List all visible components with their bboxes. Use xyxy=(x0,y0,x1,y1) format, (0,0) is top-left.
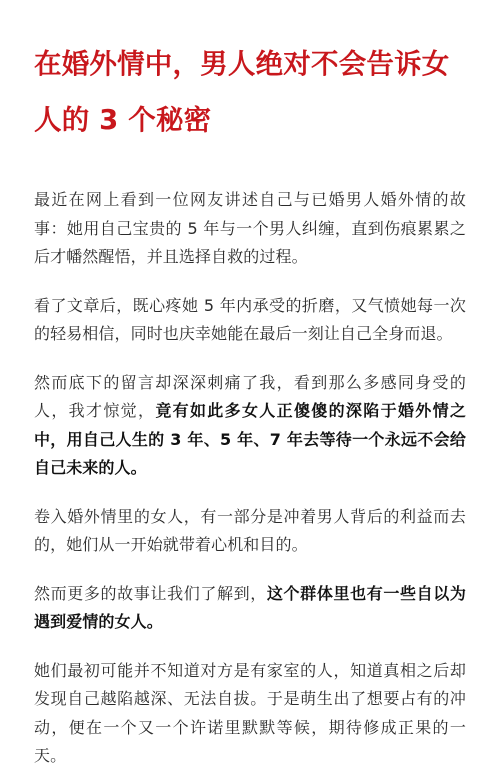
paragraph-text: 卷入婚外情里的女人，有一部分是冲着男人背后的利益而去的，她们从一开始就带着心机和目的。 xyxy=(34,506,466,554)
paragraph-6 xyxy=(34,657,466,771)
paragraph-text: 然而底下的留言却深深刺痛了我，看到那么多感同身受的人，我才惊觉， xyxy=(34,372,466,420)
paragraph-text: 她们最初可能并不知道对方是有家室的人，知道真相之后却发现自己越陷越深、无法自拔。于是萌生出了想要占有的冲动，便在一个又一个许诺里默默等候，期待修成正果的一天。 xyxy=(34,660,466,765)
paragraph-2 xyxy=(34,292,466,349)
paragraph-5 xyxy=(34,580,466,637)
paragraph-text: 看了文章后，既心疼她 5 年内承受的折磨，又气愤她每一次的轻易相信，同时也庆幸她能在最后一刻让自己全身而退。 xyxy=(34,295,466,343)
paragraph-3 xyxy=(34,369,466,483)
paragraph-text: 然而更多的故事让我们了解到， xyxy=(34,583,267,603)
article-title: 在婚外情中，男人绝对不会告诉女人的 3 个秘密 xyxy=(34,48,450,136)
paragraph-emphasis: 这个群体里也有一些自以为遇到爱情的女人。 xyxy=(34,583,466,631)
paragraph-1 xyxy=(34,186,466,272)
paragraph-emphasis: 竟有如此多女人正傻傻的深陷于婚外情之中，用自己人生的 3 年、5 年、7 年去等待一个永远不会给自己未来的人。 xyxy=(34,401,466,477)
paragraph-4 xyxy=(34,503,466,560)
paragraph-text: 最近在网上看到一位网友讲述自己与已婚男人婚外情的故事：她用自己宝贵的 5 年与一个男人纠缠，直到伤痕累累之后才幡然醒悟，并且选择自救的过程。 xyxy=(34,190,466,266)
